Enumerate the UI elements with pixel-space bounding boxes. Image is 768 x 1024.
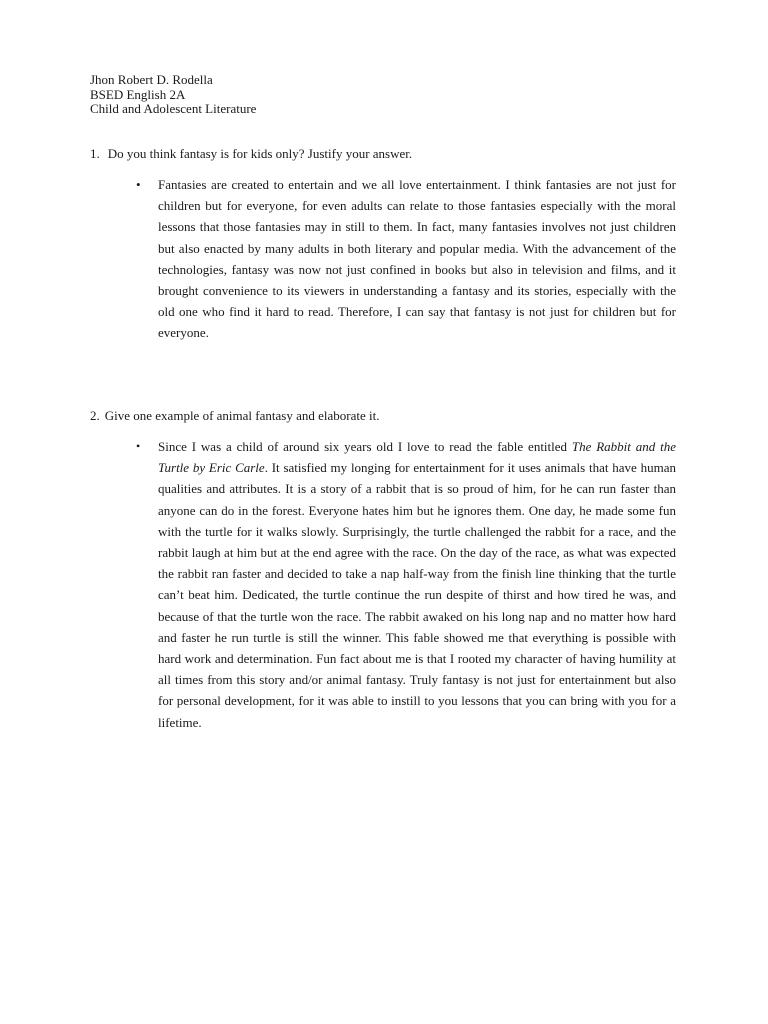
answer-2-body: . It satisfied my longing for entertainment for it uses animals that have human qualities and attributes. It is a story of a rabbit that is so proud of him, for he can run faster than anyone can do in the forest. Everyone hates him but he ignores them. One day, he made some fun with the turtle for it walks slowly. Surprisingly, the turtle challenged the rabbit for a race, and the rabbit laugh at him but at the end agree with the race. On the day of the race, as what was expected the rabbit ran faster and decided to take a nap half-way from the finish line thinking that the turtle can’t beat him. Dedicated, the turtle continue the run despite of thirst and how tired he was, and because of that the turtle won the race. The rabbit awaked on his long nap and no matter how hard and faster he run turtle is still the winner. This fable showed me that everything is possible with hard work and determination. Fun fact about me is that I rooted my character of having humility at all times from this story and/or animal fantasy. Truly fantasy is not just for entertainment but also for personal development, for it was able to instill to you lessons that you can bring with you for a lifetime. [158,460,676,730]
answer-2-intro: Since I was a child of around six years old I love to read the fable entitled [158,439,572,454]
answer-1-paragraph: Fantasies are created to entertain and we all love entertainment. I think fantasies are not just for children but for everyone, for even adults can relate to those fantasies especially with the moral lessons that those fantasies may in still to them. In fact, many fantasies involves not just children but also enacted by many adults in both literary and popular media. With the advancement of the technologies, fantasy was now not just confined in books but also in television and films, and it brought convenience to its viewers in understanding a fantasy and its stories, especially with the old one who find it hard to read. Therefore, I can say that fantasy is not just for children but for everyone. [158,177,676,341]
question-1-number: 1. [90,146,100,161]
bullet-icon: • [136,177,141,192]
question-1-text: Do you think fantasy is for kids only? Justify your answer. [107,146,413,161]
question-2-number: 2. [90,408,100,423]
question-1 [90,146,412,162]
subject-title: Child and Adolescent Literature [90,101,257,116]
question-2-text: Give one example of animal fantasy and elaborate it. [104,408,380,423]
bullet-icon: • [136,439,141,453]
question-2 [90,408,379,424]
answer-2-paragraph [158,436,676,733]
author-header [90,73,256,117]
author-name: Jhon Robert D. Rodella [90,72,213,87]
fable-title: The Rabbit and the Turtle by Eric Carle [158,439,676,476]
author-course: BSED English 2A [90,86,186,102]
